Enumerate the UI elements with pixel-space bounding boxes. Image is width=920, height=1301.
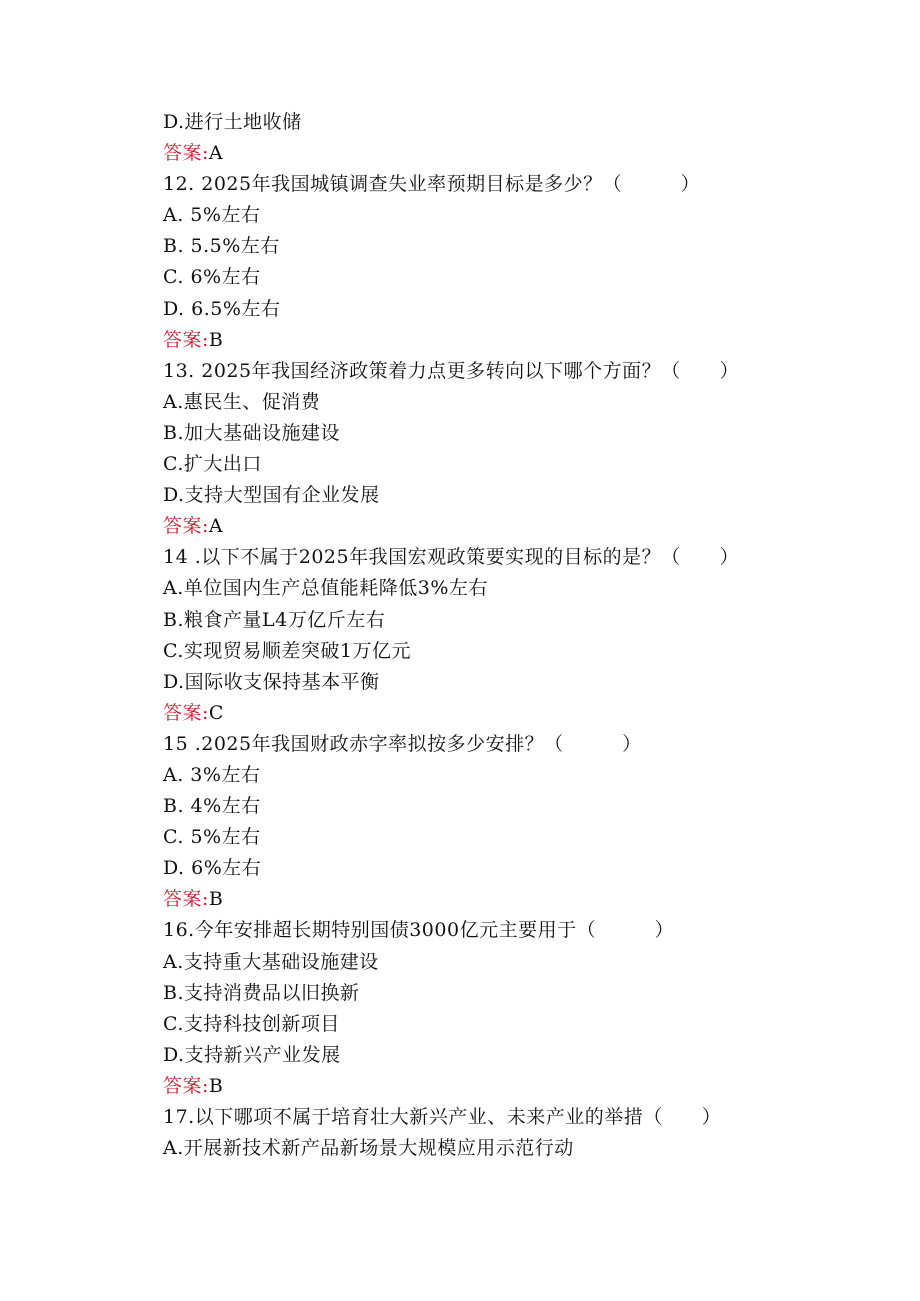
question-text: 14 .以下不属于2025年我国宏观政策要实现的目标的是？（ ） xyxy=(163,546,740,569)
option-text: B. 4%左右 xyxy=(163,795,261,818)
answer-label: 答案: xyxy=(163,701,209,724)
option-text: C. 5%左右 xyxy=(163,826,261,849)
option-text: C.扩大出口 xyxy=(163,453,262,476)
option-text: D. 6%左右 xyxy=(163,857,262,880)
option-text: A.支持重大基础设施建设 xyxy=(163,950,379,973)
answer-label: 答案: xyxy=(163,515,209,538)
option-text: A.惠民生、促消费 xyxy=(163,390,321,413)
option-text: B. 5.5%左右 xyxy=(163,235,280,258)
answer-line xyxy=(163,511,863,542)
option-text: C.支持科技创新项目 xyxy=(163,1012,340,1035)
answer-line xyxy=(163,884,863,915)
answer-label: 答案: xyxy=(163,142,209,165)
document-page xyxy=(163,107,863,1164)
option-text: D.支持大型国有企业发展 xyxy=(163,484,380,507)
answer-line xyxy=(163,325,863,356)
question-text: 16.今年安排超长期特别国债3000亿元主要用于（ ） xyxy=(163,919,675,942)
answer-value: B xyxy=(208,888,224,911)
option-text: C. 6%左右 xyxy=(163,266,261,289)
option-text: B.粮食产量L4万亿斤左右 xyxy=(163,608,386,631)
option-text: A. 3%左右 xyxy=(163,763,261,786)
answer-label: 答案: xyxy=(163,328,209,351)
question-text: 17.以下哪项不属于培育壮大新兴产业、未来产业的举措（ ） xyxy=(163,1106,722,1128)
option-text: A.开展新技术新产品新场景大规模应用示范行动 xyxy=(163,1137,574,1160)
answer-value: A xyxy=(208,142,224,165)
option-text: D.国际收支保持基本平衡 xyxy=(163,670,380,693)
option-text: B.加大基础设施建设 xyxy=(163,421,341,444)
answer-label: 答案: xyxy=(163,1074,209,1097)
answer-line xyxy=(163,698,863,729)
option-text: A.单位国内生产总值能耗降低3%左右 xyxy=(163,577,488,600)
question-text: 12. 2025年我国城镇调查失业率预期目标是多少？（ ） xyxy=(163,173,701,196)
option-text: A. 5%左右 xyxy=(163,204,261,227)
answer-value: C xyxy=(208,701,224,724)
answer-label: 答案: xyxy=(163,888,209,911)
answer-value: A xyxy=(208,515,224,538)
answer-value: B xyxy=(208,328,224,351)
option-text: D.进行土地收储 xyxy=(163,111,302,133)
answer-line xyxy=(163,1071,863,1102)
option-text: B.支持消费品以旧换新 xyxy=(163,981,360,1004)
option-text: C.实现贸易顺差突破1万亿元 xyxy=(163,639,411,662)
question-text: 15 .2025年我国财政赤字率拟按多少安排？（ ） xyxy=(163,732,642,755)
answer-line xyxy=(163,138,863,169)
option-text: D.支持新兴产业发展 xyxy=(163,1043,341,1066)
answer-value: B xyxy=(208,1074,224,1097)
question-text: 13. 2025年我国经济政策着力点更多转向以下哪个方面？（ ） xyxy=(163,359,740,382)
option-text: D. 6.5%左右 xyxy=(163,297,281,320)
